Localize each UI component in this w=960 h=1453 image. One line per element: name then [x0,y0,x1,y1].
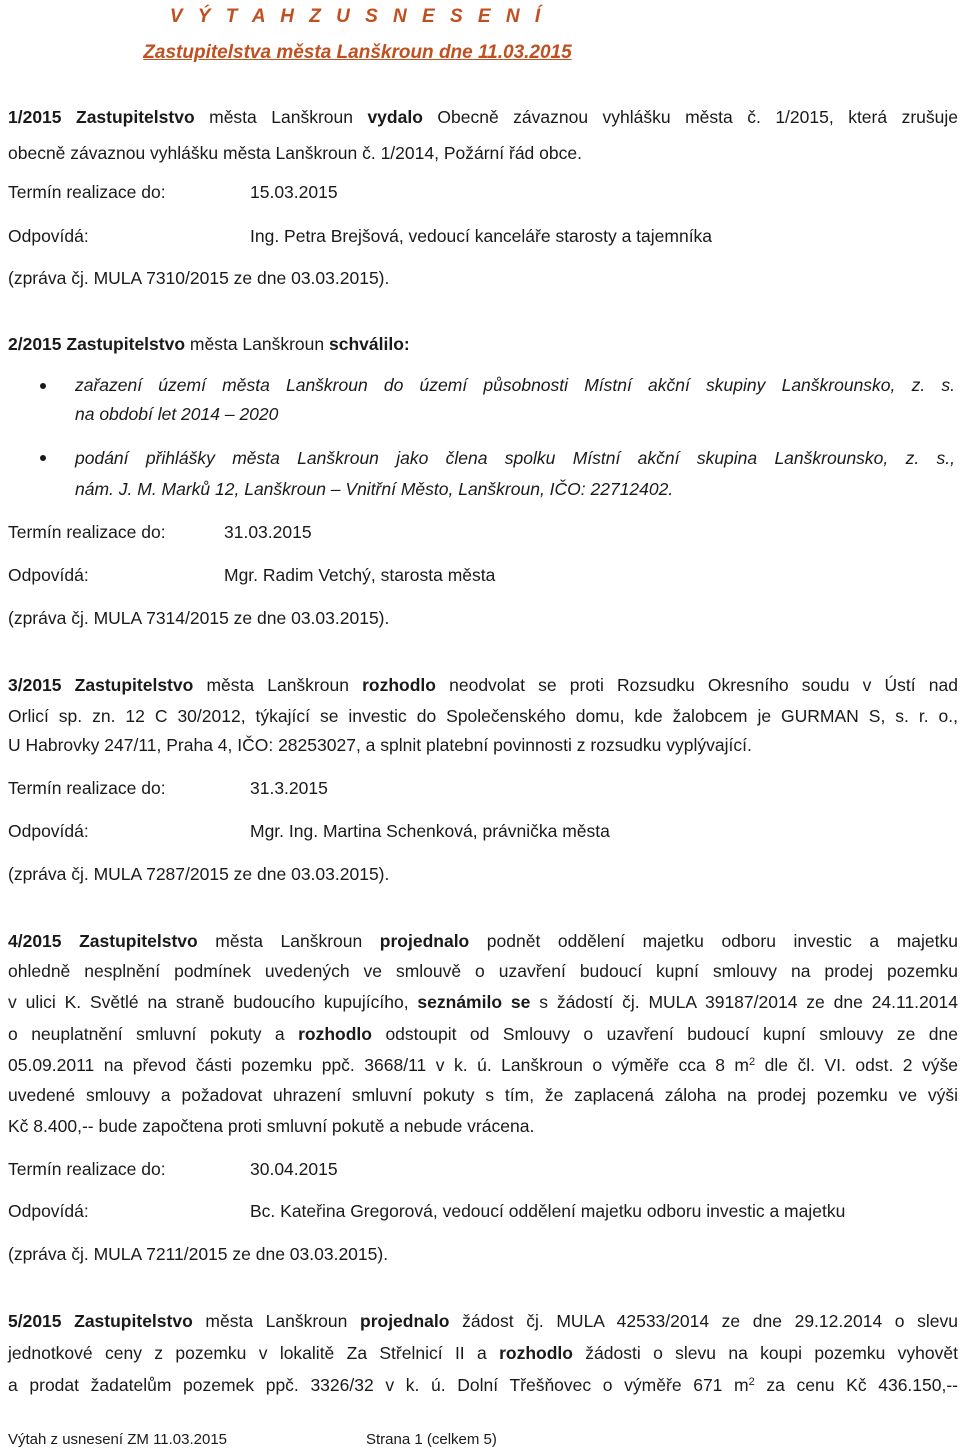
r4-line-3 [8,991,958,1013]
r5-line-2-a: jednotkové ceny z pozemku v lokalitě Za Střelnicí II a [8,1343,500,1363]
r3-line-1 [8,674,958,696]
r3-term-value: 31.3.2015 [250,778,328,798]
r4-resp-value: Bc. Kateřina Gregorová, vedoucí oddělení majetku odboru investic a majetku [250,1201,846,1221]
r3-resp-value: Mgr. Ing. Martina Schenková, právnička města [250,821,610,841]
bullet-icon [40,455,46,461]
r2-line-1 [8,333,958,355]
r1-text: města Lanškroun [194,107,368,127]
r4-term-value: 30.04.2015 [250,1159,338,1179]
r3-number: 3/2015 Zastupitelstvo [8,675,194,695]
footer-page-number: Strana 1 (celkem 5) [366,1431,497,1448]
r2-bullet-1-line-1: zařazení území města Lanškroun do území působnosti Místní akční skupiny Lanškrounsko, z. s. [75,375,955,395]
r2-report: (zpráva čj. MULA 7314/2015 ze dne 03.03.2015). [8,608,390,628]
r4-line-6: uvedené smlouvy a požadovat uhrazení smluvní pokuty s tím, že zaplacená záloha na prodej pozemku ve výši [8,1085,958,1105]
r2-number: 2/2015 Zastupitelstvo [8,334,186,354]
r3-report: (zpráva čj. MULA 7287/2015 ze dne 03.03.2015). [8,864,390,884]
r4-line-2: ohledně nesplnění podmínek uvedených ve smlouvě o uzavření budoucí kupní smlouvy na prodej pozemku [8,961,958,981]
r2-bullet-1-line-2: na období let 2014 – 2020 [75,404,279,424]
r4-line-5 [8,1054,958,1076]
r2-bullet-2-line-1: podání přihlášky města Lanškroun jako člena spolku Místní akční skupina Lanškrounsko, z. s., [75,448,955,468]
r5-line-1 [8,1310,958,1332]
r5-text: města Lanškroun [192,1311,360,1331]
document-subtitle: Zastupitelstva města Lanškroun dne 11.03.2015 [143,42,572,63]
r3-resp-label: Odpovídá: [8,821,89,841]
r5-line-3 [8,1374,958,1396]
r1-resp-label: Odpovídá: [8,226,89,246]
r2-term-label: Termín realizace do: [8,522,166,542]
r4-report: (zpráva čj. MULA 7211/2015 ze dne 03.03.2015). [8,1244,389,1264]
r5-line-3-a: a prodat žadatelům pozemek ppč. 3326/32 v k. ú. Dolní Třešňovec o výměře 671 m [8,1375,749,1395]
r5-verb-1: projednalo [360,1311,450,1331]
r4-text: města Lanškroun [197,931,380,951]
bullet-icon [40,383,46,389]
r1-line-2: obecně závaznou vyhlášku města Lanškroun č. 1/2014, Požární řád obce. [8,143,582,163]
r4-verb-3: rozhodlo [298,1024,372,1044]
r2-resp-label: Odpovídá: [8,565,89,585]
r4-line-1 [8,930,958,952]
r4-line-5-a: 05.09.2011 na převod části pozemku ppč. 3668/11 v k. ú. Lanškroun o výměře cca 8 m [8,1055,750,1075]
r4-line-4 [8,1023,958,1045]
r2-verb: schválilo: [329,334,410,354]
r5-line-3-c: za cenu Kč 436.150,-- [754,1375,959,1395]
r5-line-2 [8,1342,958,1364]
r4-resp-label: Odpovídá: [8,1201,89,1221]
r1-number: 1/2015 Zastupitelstvo [8,107,195,127]
r3-verb: rozhodlo [362,675,436,695]
r4-verb-1: projednalo [379,931,470,951]
r3-text: města Lanškroun [193,675,363,695]
r1-verb: vydalo [367,107,423,127]
r2-term-value: 31.03.2015 [224,522,312,542]
r1-report: (zpráva čj. MULA 7310/2015 ze dne 03.03.2015). [8,268,390,288]
r4-line-4-a: o neuplatnění smluvní pokuty a [8,1024,299,1044]
r4-verb-2: seznámilo se [417,992,531,1012]
r4-number: 4/2015 Zastupitelstvo [8,931,198,951]
r4-line-3-c: s žádostí čj. MULA 39187/2014 ze dne 24.11.2014 [530,992,958,1012]
r5-text-cont: žádost čj. MULA 42533/2014 ze dne 29.12.2014 o slevu [449,1311,958,1331]
r1-line-1 [8,106,958,128]
r4-line-3-a: v ulici K. Světlé na straně budoucího kupujícího, [8,992,418,1012]
r1-text-cont: Obecně závaznou vyhlášku města č. 1/2015, která zrušuje [422,107,958,127]
r4-line-5-c: dle čl. VI. odst. 2 výše [755,1055,959,1075]
r1-term-value: 15.03.2015 [250,182,338,202]
r1-resp-value: Ing. Petra Brejšová, vedoucí kanceláře starosty a tajemníka [250,226,713,246]
r3-line-2: Orlicí sp. zn. 12 C 30/2012, týkající se investic do Společenského domu, kde žalobcem je GURMAN S, s. r. o., [8,706,958,726]
r4-text-cont: podnět oddělení majetku odboru investic a majetku [469,931,958,951]
r5-number: 5/2015 Zastupitelstvo [8,1311,193,1331]
r1-term-label: Termín realizace do: [8,182,166,202]
footer-left: Výtah z usnesení ZM 11.03.2015 [8,1431,228,1448]
r3-line-3: U Habrovky 247/11, Praha 4, IČO: 28253027, a splnit platební povinnosti z rozsudku vyplývající. [8,735,752,755]
r3-text-cont: neodvolat se proti Rozsudku Okresního soudu v Ústí nad [435,675,958,695]
r4-line-7: Kč 8.400,-- bude započtena proti smluvní pokutě a nebude vrácena. [8,1116,535,1136]
r3-term-label: Termín realizace do: [8,778,166,798]
r4-term-label: Termín realizace do: [8,1159,166,1179]
r5-verb-2: rozhodlo [499,1343,573,1363]
r4-line-4-c: odstoupit od Smlouvy o uzavření budoucí kupní smlouvy ze dne [371,1024,958,1044]
document-title: V Ý T A H Z U S N E S E N Í [169,6,546,27]
r5-superscript: 2 [748,1376,755,1388]
r2-text: města Lanškroun [185,334,329,354]
r2-bullet-2-line-2: nám. J. M. Marků 12, Lanškroun – Vnitřní Město, Lanškroun, IČO: 22712402. [75,479,674,499]
r2-resp-value: Mgr. Radim Vetchý, starosta města [224,565,496,585]
r5-line-2-c: žádosti o slevu na koupi pozemku vyhovět [572,1343,958,1363]
r4-superscript: 2 [749,1056,756,1068]
